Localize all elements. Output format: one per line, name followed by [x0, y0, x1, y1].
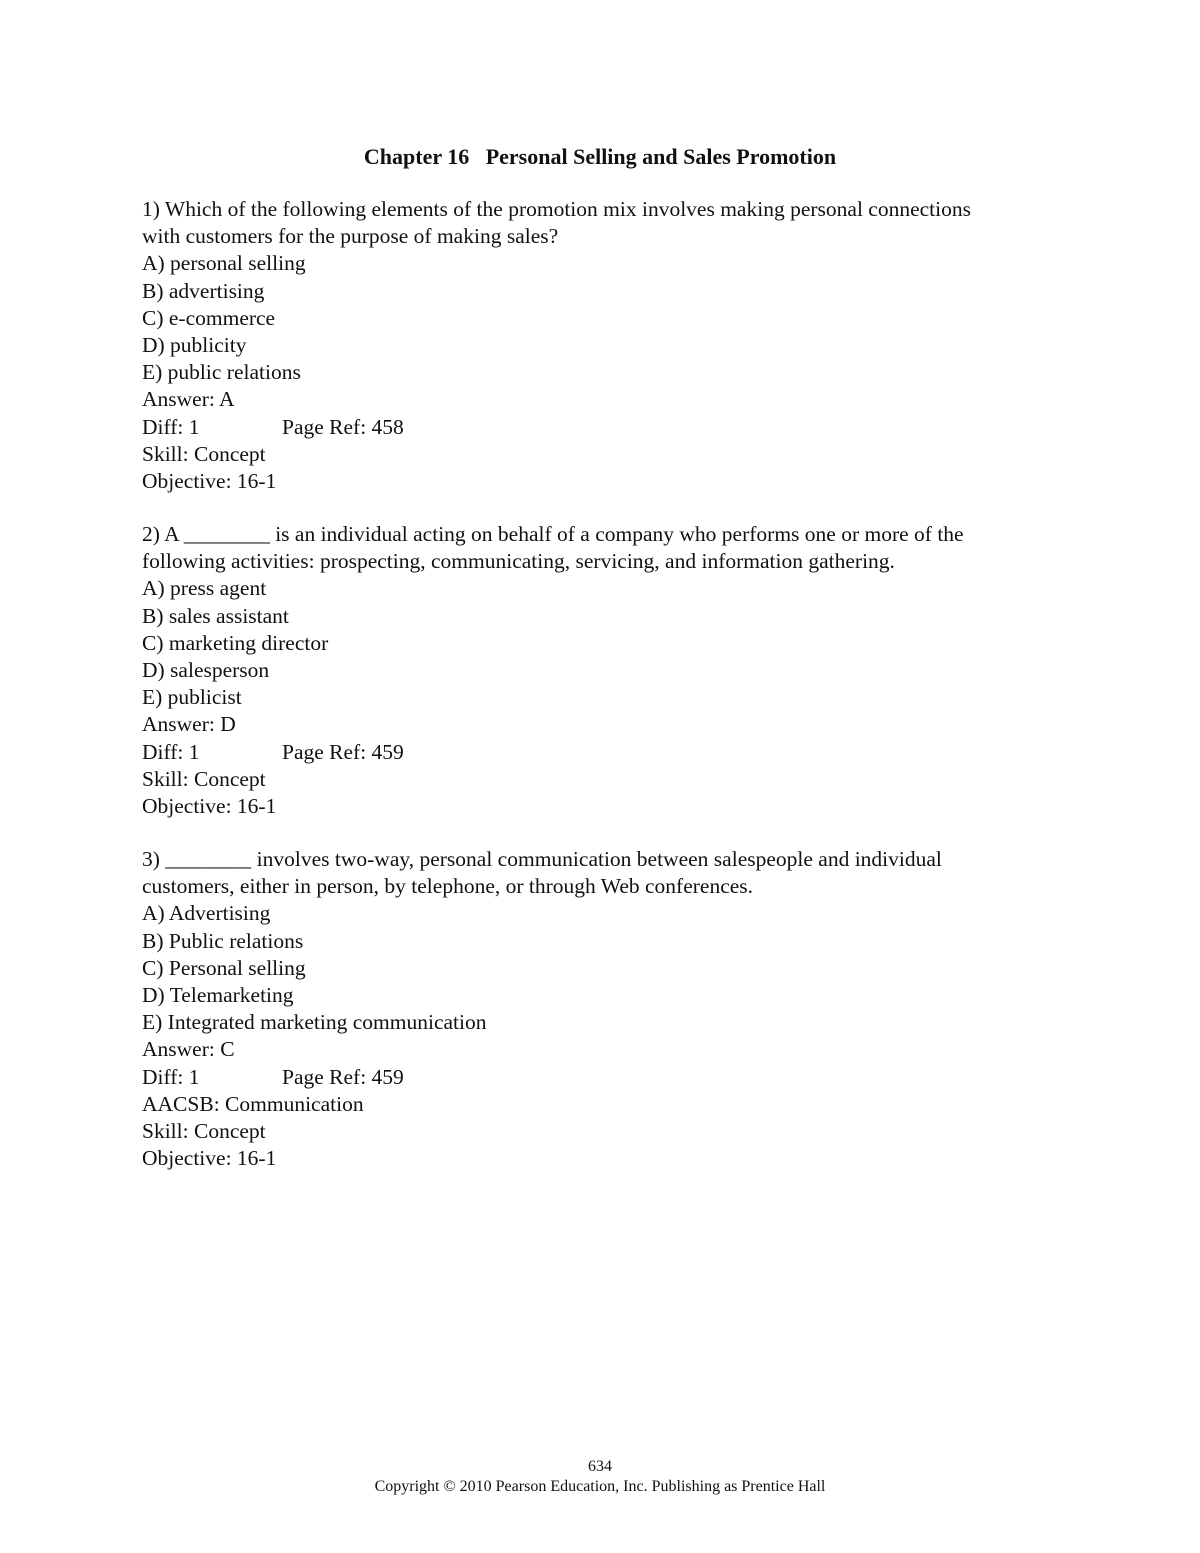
page-ref: Page Ref: 459	[282, 739, 404, 764]
question-stem-line: 2) A ________ is an individual acting on behalf of a company who performs one or more of the	[142, 522, 964, 546]
question-3	[142, 846, 1072, 1172]
objective: Objective: 16-1	[142, 1146, 277, 1171]
page-ref: Page Ref: 458	[282, 414, 404, 439]
page-number: 634	[588, 1458, 612, 1475]
answer-option-a: A) personal selling	[142, 251, 306, 276]
answer-option-c: C) e-commerce	[142, 305, 276, 330]
question-1	[142, 196, 1072, 495]
difficulty-page-ref-row	[142, 414, 1072, 441]
answer-option-e: E) public relations	[142, 360, 301, 385]
objective: Objective: 16-1	[142, 469, 277, 494]
answer-option-c: C) marketing director	[142, 630, 329, 655]
aacsb: AACSB: Communication	[142, 1091, 364, 1116]
answer-option-d: D) salesperson	[142, 658, 270, 683]
correct-answer: Answer: D	[142, 712, 236, 737]
answer-option-c: C) Personal selling	[142, 955, 306, 980]
difficulty: Diff: 1	[142, 739, 200, 764]
question-2	[142, 521, 1072, 820]
skill: Skill: Concept	[142, 441, 266, 466]
copyright-notice: Copyright © 2010 Pearson Education, Inc. Publishing as Prentice Hall	[374, 1478, 826, 1495]
answer-option-d: D) publicity	[142, 333, 247, 358]
page-title: Chapter 16 Personal Selling and Sales Promotion	[363, 144, 837, 169]
answer-option-e: E) publicist	[142, 685, 242, 710]
difficulty-page-ref-row	[142, 739, 1072, 766]
answer-option-b: B) Public relations	[142, 928, 304, 953]
question-stem-line: with customers for the purpose of making sales?	[142, 224, 559, 249]
answer-option-a: A) press agent	[142, 576, 267, 601]
answer-option-a: A) Advertising	[142, 901, 271, 926]
question-stem-line: 1) Which of the following elements of the promotion mix involves making personal connections	[142, 197, 971, 221]
skill: Skill: Concept	[142, 766, 266, 791]
skill: Skill: Concept	[142, 1119, 266, 1144]
correct-answer: Answer: A	[142, 387, 235, 412]
answer-option-e: E) Integrated marketing communication	[142, 1010, 487, 1035]
difficulty-page-ref-row	[142, 1064, 1072, 1091]
objective: Objective: 16-1	[142, 794, 277, 819]
question-stem-line: 3) ________ involves two-way, personal communication between salespeople and individual	[142, 847, 942, 871]
answer-option-b: B) sales assistant	[142, 603, 289, 628]
page-ref: Page Ref: 459	[282, 1064, 404, 1089]
difficulty: Diff: 1	[142, 414, 200, 439]
answer-option-d: D) Telemarketing	[142, 983, 294, 1008]
question-stem-line: following activities: prospecting, communicating, servicing, and information gathering.	[142, 549, 895, 574]
difficulty: Diff: 1	[142, 1064, 200, 1089]
answer-option-b: B) advertising	[142, 278, 265, 303]
question-stem-line: customers, either in person, by telephone, or through Web conferences.	[142, 874, 754, 899]
correct-answer: Answer: C	[142, 1037, 235, 1062]
